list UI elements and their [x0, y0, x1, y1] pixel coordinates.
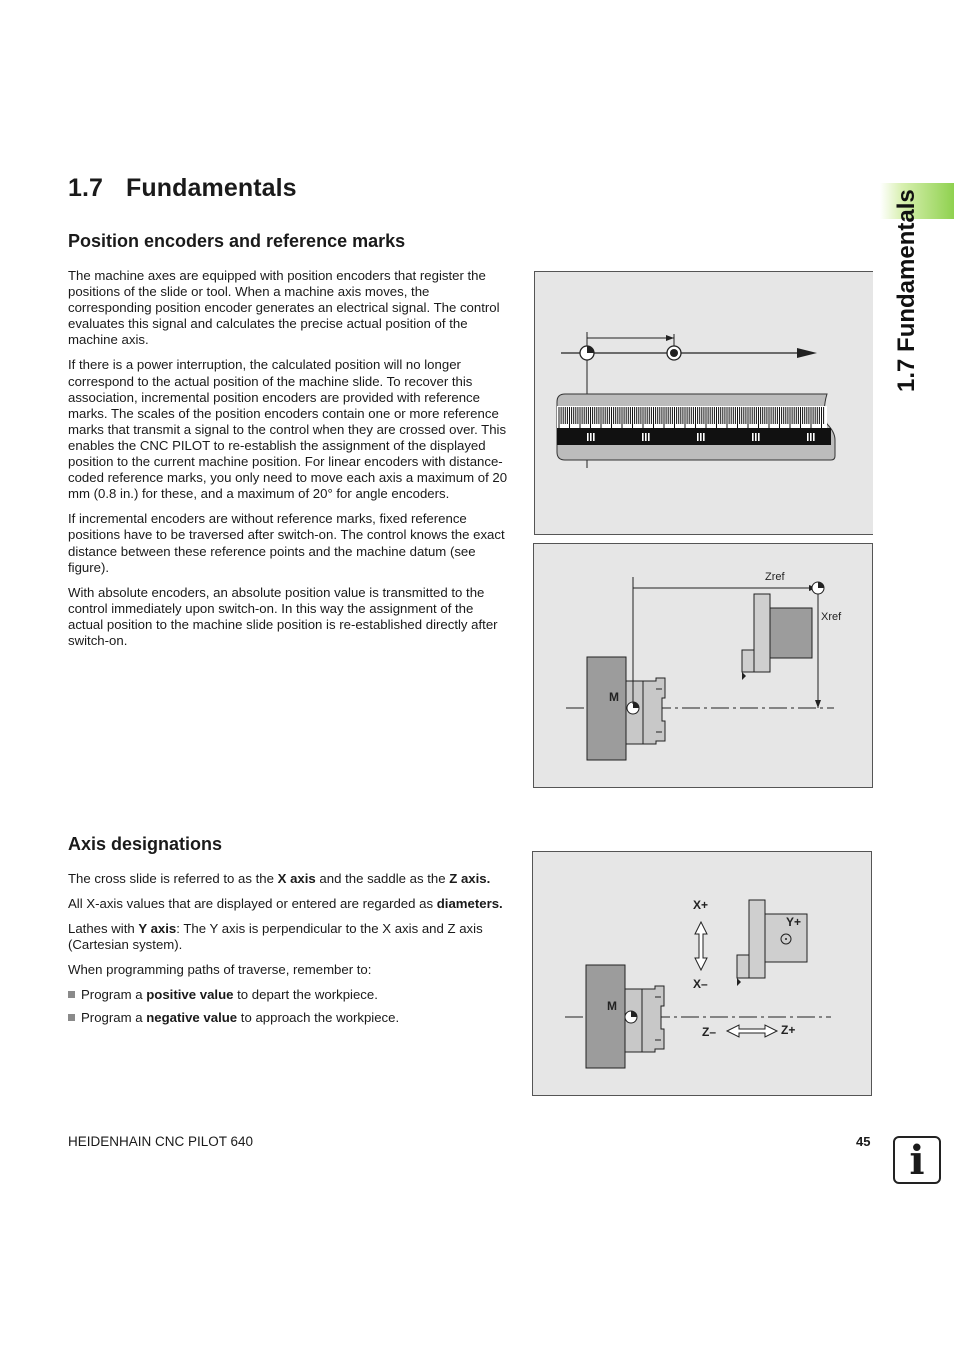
zref-label: Zref — [765, 571, 785, 583]
reference-mark — [703, 433, 705, 441]
paragraph — [68, 871, 510, 887]
z-plus-label: Z+ — [781, 1023, 796, 1037]
text-run: Lathes with — [68, 921, 139, 937]
bold-text: Y axis — [138, 921, 177, 937]
section-number: 1.7 — [68, 174, 104, 202]
reference-mark — [700, 433, 702, 441]
encoder-scale-figure — [534, 271, 873, 535]
text-run: to depart the workpiece. — [233, 987, 378, 1003]
bullet-icon — [68, 991, 75, 998]
paragraph: With absolute encoders, an absolute position value is transmitted to the control immediately upon switch-on. In this way the assignment of the actual position to the machine slide position is re-established directly after switch-on. — [68, 584, 498, 648]
section-heading-position-encoders: Position encoders and reference marks — [68, 231, 406, 251]
paragraph: When programming paths of traverse, remember to: — [68, 962, 372, 978]
footer-product-name: HEIDENHAIN CNC PILOT 640 — [68, 1134, 254, 1149]
reference-mark — [648, 433, 650, 441]
y-plus-label: Y+ — [786, 915, 802, 929]
reference-mark — [593, 433, 595, 441]
paragraph: If there is a power interruption, the calculated position will no longer correspond to the actual position of the machine slide. To recover this association, incremental position encoders are provided with reference marks. The scales of the position encoders contain one or more reference marks that transmit a signal to the control when they are crossed over. This enables the CNC PILOT to re-establish the assignment of the displayed position to the current machine position. For linear encoders with distance-coded reference marks, you only need to move each axis a maximum of 20 mm (0.8 in.) for these, and a maximum of 20° for angle encoders. — [68, 357, 508, 502]
bold-text: X axis — [277, 871, 316, 886]
axis-designations-text — [68, 871, 510, 1032]
encoder-scale-diagram — [535, 272, 874, 536]
machine-datum-label: M — [609, 690, 619, 704]
reference-mark — [590, 433, 592, 441]
bold-text: Z axis. — [449, 871, 491, 886]
position-encoders-text — [68, 268, 510, 658]
info-icon: i — [909, 1137, 925, 1184]
text-run: : The Y axis is perpendicular to the X axis and Z axis (Cartesian system). — [68, 921, 483, 953]
page-number: 45 — [856, 1134, 871, 1149]
reference-mark — [752, 433, 754, 441]
text-run: The cross slide is referred to as the — [68, 871, 278, 886]
x-plus-label: X+ — [693, 898, 709, 912]
reference-mark — [758, 433, 760, 441]
info-button[interactable] — [893, 1136, 941, 1184]
paragraph — [68, 896, 510, 912]
list-item — [68, 1010, 510, 1026]
reference-point-figure — [533, 543, 873, 788]
text-run: and the saddle as the — [315, 871, 450, 886]
text-run: to approach the workpiece. — [237, 1009, 400, 1025]
bold-text: negative value — [146, 1009, 238, 1025]
reference-mark — [587, 433, 589, 441]
paragraph: The machine axes are equipped with position encoders that register the positions of the slide or tool. When a machine axis moves, the corresponding position encoder generates an electrical signal. The control evaluates this signal and calculates the precise actual position of the machine axis. — [68, 268, 500, 348]
axis-diagram — [533, 852, 873, 1097]
reference-mark — [645, 433, 647, 441]
reference-mark — [642, 433, 644, 441]
reference-mark — [755, 433, 757, 441]
bold-text: diameters. — [436, 896, 503, 912]
machine-datum-label: M — [607, 999, 617, 1013]
side-tab-title: 1.7 Fundamentals — [893, 189, 920, 392]
z-minus-label: Z– — [702, 1025, 717, 1039]
text-run: All X-axis values that are displayed or entered are regarded as — [68, 896, 437, 912]
section-heading-axis-designations: Axis designations — [68, 834, 223, 854]
reference-mark — [697, 433, 699, 441]
reference-mark — [813, 433, 815, 441]
section-title: Fundamentals — [126, 174, 297, 202]
paragraph — [68, 921, 510, 953]
bullet-icon — [68, 1014, 75, 1021]
text-run: Program a — [81, 987, 147, 1003]
reference-mark — [810, 433, 812, 441]
axis-designations-figure — [532, 851, 872, 1096]
paragraph: If incremental encoders are without reference marks, fixed reference positions have to be traversed after switch-on. The control knows the exact distance between these reference points and the machine datum (see figure). — [68, 511, 505, 575]
page-title — [68, 174, 297, 203]
reference-point-diagram — [534, 544, 874, 789]
list-item — [68, 987, 510, 1003]
reference-mark — [807, 433, 809, 441]
bold-text: positive value — [146, 987, 234, 1003]
text-run: Program a — [81, 1009, 147, 1025]
xref-label: Xref — [821, 611, 842, 623]
x-minus-label: X– — [693, 977, 708, 991]
